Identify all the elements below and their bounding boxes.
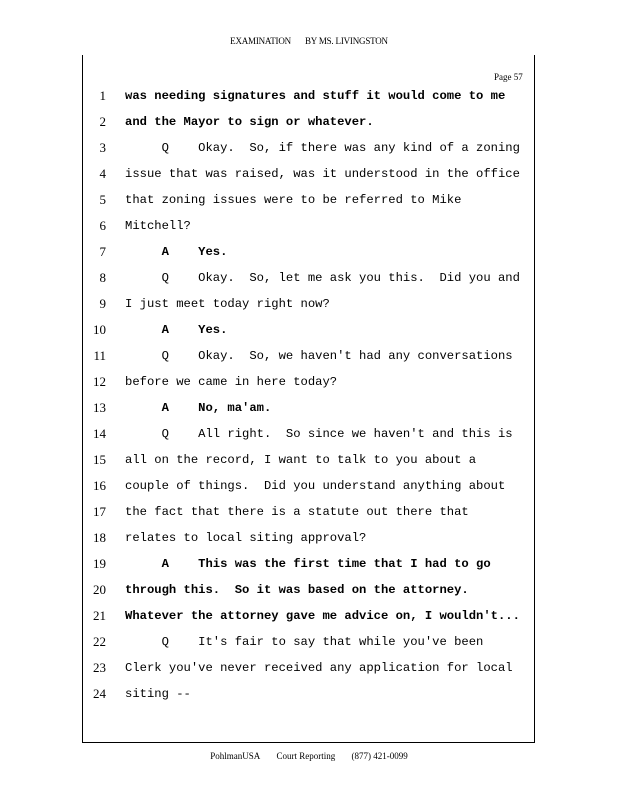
line-text: was needing signatures and stuff it would come to me <box>125 89 506 103</box>
header-examiner: BY MS. LIVINGSTON <box>305 36 388 46</box>
line-text: through this. So it was based on the attorney. <box>125 583 469 597</box>
line-text: and the Mayor to sign or whatever. <box>125 115 374 129</box>
line-number: 19 <box>93 556 106 571</box>
line-text: Mitchell? <box>125 219 191 233</box>
transcript-line <box>0 634 618 654</box>
line-text: Q Okay. So, if there was any kind of a zoning <box>125 141 520 155</box>
line-number: 10 <box>93 322 106 337</box>
line-number: 20 <box>93 582 106 597</box>
line-number: 3 <box>99 140 106 155</box>
transcript-line <box>0 192 618 212</box>
footer-phone: (877) 421-0099 <box>351 751 408 761</box>
line-text: A No, ma'am. <box>125 401 272 415</box>
line-number: 7 <box>99 244 106 259</box>
line-number: 14 <box>93 426 106 441</box>
line-text: Whatever the attorney gave me advice on, I wouldn't... <box>125 609 520 623</box>
transcript-line <box>0 88 618 108</box>
line-text: relates to local siting approval? <box>125 531 367 545</box>
line-text: that zoning issues were to be referred to Mike <box>125 193 462 207</box>
line-text: issue that was raised, was it understood in the office <box>125 167 520 181</box>
line-text: siting -- <box>125 687 191 701</box>
transcript-line <box>0 582 618 602</box>
line-text: Q All right. So since we haven't and this is <box>125 427 513 441</box>
line-number: 4 <box>99 166 106 181</box>
line-number: 23 <box>93 660 106 675</box>
line-number: 6 <box>99 218 106 233</box>
line-text: all on the record, I want to talk to you about a <box>125 453 477 467</box>
transcript-line <box>0 218 618 238</box>
line-number: 11 <box>93 348 106 363</box>
transcript-line <box>0 504 618 524</box>
footer-service: Court Reporting <box>276 751 336 761</box>
transcript-line <box>0 270 618 290</box>
line-text: Clerk you've never received any application for local <box>125 661 513 675</box>
transcript-line <box>0 374 618 394</box>
line-text: before we came in here today? <box>125 375 338 389</box>
header-examination: EXAMINATION <box>230 36 291 46</box>
line-number: 2 <box>99 114 106 129</box>
line-number: 22 <box>93 634 106 649</box>
line-number: 16 <box>93 478 106 493</box>
line-number: 17 <box>93 504 106 519</box>
transcript-line <box>0 166 618 186</box>
page-footer <box>0 751 618 761</box>
transcript-line <box>0 114 618 134</box>
line-text: A Yes. <box>125 323 228 337</box>
line-number: 1 <box>99 88 106 103</box>
line-number: 21 <box>93 608 106 623</box>
transcript-line <box>0 244 618 264</box>
transcript-line <box>0 400 618 420</box>
line-text: the fact that there is a statute out there that <box>125 505 469 519</box>
line-text: Q Okay. So, we haven't had any conversations <box>125 349 513 363</box>
transcript-line <box>0 478 618 498</box>
line-number: 9 <box>99 296 106 311</box>
line-number: 12 <box>93 374 106 389</box>
line-text: Q Okay. So, let me ask you this. Did you and <box>125 271 520 285</box>
transcript-line <box>0 348 618 368</box>
line-number: 13 <box>93 400 106 415</box>
line-text: Q It's fair to say that while you've been <box>125 635 484 649</box>
transcript-line <box>0 660 618 680</box>
line-number: 18 <box>93 530 106 545</box>
transcript-line <box>0 608 618 628</box>
line-number: 15 <box>93 452 106 467</box>
transcript-line <box>0 426 618 446</box>
page-header <box>0 36 618 46</box>
line-number: 24 <box>93 686 106 701</box>
line-text: couple of things. Did you understand anything about <box>125 479 506 493</box>
line-number: 8 <box>99 270 106 285</box>
transcript-line <box>0 140 618 160</box>
transcript-line <box>0 296 618 316</box>
transcript-line <box>0 686 618 706</box>
transcript-line <box>0 556 618 576</box>
page-number: Page 57 <box>494 72 523 82</box>
transcript-line <box>0 452 618 472</box>
footer-company: PohlmanUSA <box>210 751 261 761</box>
transcript-line <box>0 530 618 550</box>
line-text: A This was the first time that I had to go <box>125 557 491 571</box>
line-number: 5 <box>99 192 106 207</box>
transcript-line <box>0 322 618 342</box>
line-text: A Yes. <box>125 245 228 259</box>
line-text: I just meet today right now? <box>125 297 330 311</box>
